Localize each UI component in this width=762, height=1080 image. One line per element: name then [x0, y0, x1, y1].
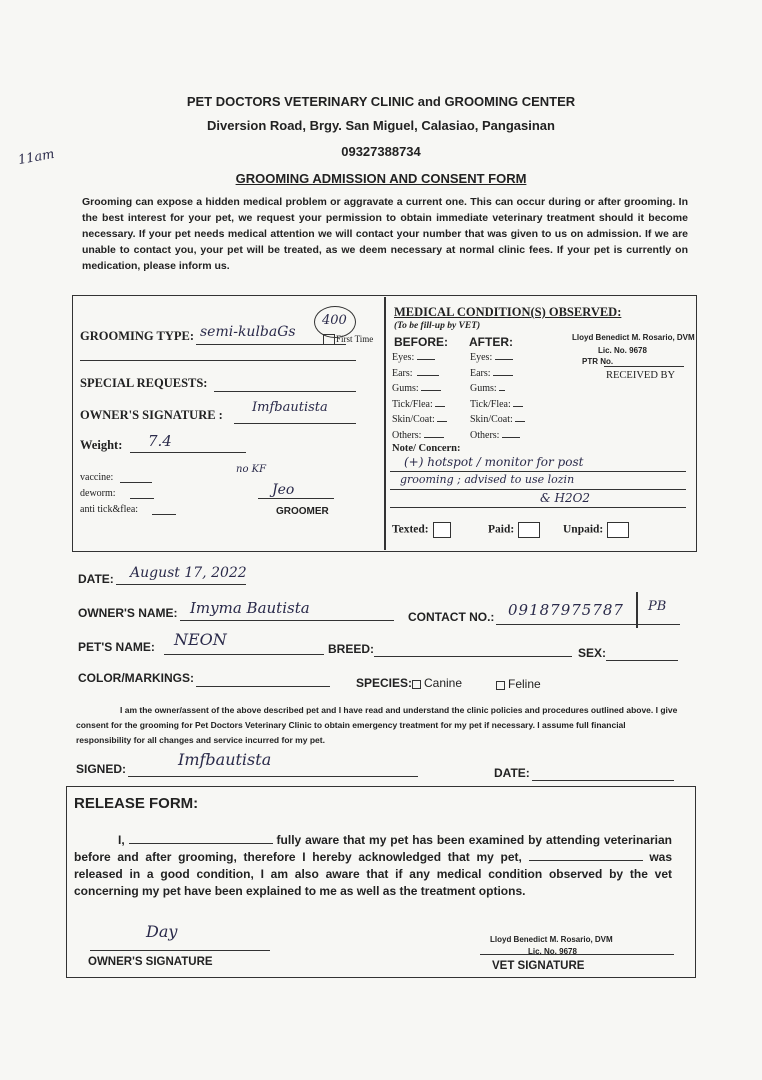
anti-tick-label: anti tick&flea: — [80, 504, 139, 515]
texted-group — [392, 522, 451, 538]
signed-label: SIGNED: — [76, 762, 127, 776]
pet-name-label: PET'S NAME: — [78, 640, 155, 654]
feline-checkbox[interactable] — [496, 681, 505, 690]
contact-label: CONTACT NO.: — [408, 610, 495, 624]
release-owner-sig-label: OWNER'S SIGNATURE — [88, 956, 213, 968]
before-item: Eyes: — [392, 352, 415, 363]
before-item: Gums: — [392, 383, 419, 394]
medical-title: MEDICAL CONDITION(S) OBSERVED: — [394, 305, 622, 319]
release-owner-sig-value[interactable]: Day — [146, 922, 178, 941]
before-eyes-field[interactable] — [417, 359, 435, 360]
breed-label: BREED: — [328, 642, 375, 656]
anti-tick-field[interactable] — [152, 514, 176, 515]
first-time-label: First Time — [336, 334, 374, 344]
after-ears-field[interactable] — [493, 375, 513, 376]
release-text1: fully aware that my pet has been examined by attending veterinarian before and after grooming, therefore I hereby acknowledged that my pet, — [74, 833, 672, 864]
owner-name-label: OWNER'S NAME: — [78, 606, 178, 620]
before-tick-field[interactable] — [435, 406, 445, 407]
sex-label: SEX: — [578, 646, 607, 660]
release-text — [74, 832, 672, 900]
release-vet-sig-line — [480, 954, 674, 955]
form-title: GROOMING ADMISSION AND CONSENT FORM — [235, 171, 527, 186]
note-line-1 — [390, 471, 686, 472]
after-item: Ears: — [470, 367, 491, 379]
note-text-3[interactable]: & H2O2 — [540, 491, 591, 505]
after-item: Eyes: — [470, 352, 493, 363]
owner-signature-label: OWNER'S SIGNATURE : — [80, 408, 223, 422]
after-tick-field[interactable] — [513, 406, 523, 407]
weight-label: Weight: — [80, 438, 123, 452]
initials: PB — [648, 599, 667, 614]
margin-note: 11am — [16, 146, 56, 169]
groomer-label: GROOMER — [276, 506, 329, 517]
after-label: AFTER: — [469, 335, 513, 349]
paid-group — [488, 522, 540, 538]
release-vet-stamp-license: Lic. No. 9678 — [528, 947, 577, 956]
owner-signature-line — [234, 423, 356, 424]
consent-paragraph: I am the owner/assent of the above described pet and I have read and understand the clinic policies and procedures outlined above. I give consent for the grooming for Pet Doctors Veterinary Clinic to obtain emergency treatment for my pet if necessary. I assume full financial responsibility for all changes and service incurred for my pet. — [76, 705, 678, 745]
texted-checkbox[interactable] — [433, 522, 451, 538]
after-item: Skin/Coat: — [470, 414, 513, 425]
after-others-field[interactable] — [502, 437, 520, 438]
box-divider — [384, 297, 386, 550]
canine-label: Canine — [424, 676, 463, 690]
unpaid-checkbox[interactable] — [607, 522, 629, 538]
deworm-field[interactable] — [130, 498, 154, 499]
date-value[interactable]: August 17, 2022 — [130, 565, 247, 581]
release-title: RELEASE FORM: — [74, 795, 199, 812]
color-field[interactable] — [196, 686, 330, 687]
before-item: Ears: — [392, 367, 413, 379]
after-eyes-field[interactable] — [495, 359, 513, 360]
intro-paragraph: Grooming can expose a hidden medical problem or aggravate a current one. This can occur during or after grooming. In the best interest for your pet, we request your permission to obtain immediate veterinary treatment should it become necessary. If your pet needs medical attention we will contact your number that was given to us on admission. If we are unable to contact you, your pet will be treated, as we deem necessary at normal clinic fees. If your pet is currently on medication, please inform us. — [82, 196, 688, 272]
species-label: SPECIES: — [356, 676, 413, 690]
note-text-1[interactable]: (+) hotspot / monitor for post — [404, 455, 584, 469]
release-owner-field[interactable] — [129, 843, 273, 844]
special-requests-label: SPECIAL REQUESTS: — [80, 376, 208, 390]
weight-value[interactable]: 7.4 — [148, 432, 172, 450]
before-skin-field[interactable] — [437, 421, 447, 422]
vet-stamp-ptr: PTR No. — [582, 357, 614, 366]
signed-value[interactable]: Imfbautista — [178, 750, 272, 769]
groomer-line — [258, 498, 334, 499]
received-line — [604, 366, 684, 367]
vaccine-field[interactable] — [120, 482, 152, 483]
price-value: 400 — [322, 313, 347, 328]
canine-checkbox[interactable] — [412, 680, 421, 689]
after-gums-field[interactable] — [499, 390, 505, 391]
received-by-label: RECEIVED BY — [606, 370, 676, 381]
contact-line — [496, 624, 680, 625]
release-owner-sig-line — [90, 950, 270, 951]
after-item: Others: — [470, 429, 500, 441]
before-item: Others: — [392, 429, 422, 441]
date-line — [116, 584, 246, 585]
groomer-value[interactable]: Jeo — [272, 482, 295, 498]
before-others-field[interactable] — [424, 437, 444, 438]
clinic-name: PET DOCTORS VETERINARY CLINIC and GROOMING CENTER — [186, 94, 576, 109]
breed-field[interactable] — [374, 656, 572, 657]
clinic-address: Diversion Road, Brgy. San Miguel, Calasiao, Pangasinan — [207, 118, 555, 133]
before-ears-field[interactable] — [417, 375, 439, 376]
owner-signature-value[interactable]: Imfbautista — [252, 400, 328, 415]
note-line-3 — [390, 507, 686, 508]
before-item: Tick/Flea: — [392, 398, 433, 410]
owner-name-value[interactable]: Imyma Bautista — [190, 599, 310, 617]
pet-name-line — [164, 654, 324, 655]
deworm-label: deworm: — [80, 488, 116, 499]
feline-label: Feline — [508, 677, 541, 691]
grooming-type-label: GROOMING TYPE: — [80, 329, 195, 343]
date2-label: DATE: — [494, 766, 530, 780]
after-item: Tick/Flea: — [470, 398, 511, 410]
signed-line — [128, 776, 418, 777]
contact-value[interactable]: 09187975787 — [508, 601, 624, 619]
sex-field[interactable] — [606, 660, 678, 661]
grooming-extra-line — [80, 360, 356, 361]
paid-label: Paid: — [488, 523, 515, 536]
before-label: BEFORE: — [394, 335, 448, 349]
date-label: DATE: — [78, 572, 114, 586]
vet-stamp-name: Lloyd Benedict M. Rosario, DVM — [572, 333, 695, 342]
after-skin-field[interactable] — [515, 421, 525, 422]
owner-name-line — [180, 620, 394, 621]
release-pet-field[interactable] — [529, 860, 643, 861]
grooming-type-value[interactable]: semi-kulbaGs — [200, 324, 296, 340]
release-vet-sig-label: VET SIGNATURE — [492, 960, 585, 972]
release-i: I, — [118, 833, 125, 847]
pet-name-value[interactable]: NEON — [174, 630, 227, 649]
texted-label: Texted: — [392, 523, 429, 536]
vaccine-label: vaccine: — [80, 472, 114, 483]
unpaid-group — [563, 522, 629, 538]
before-list — [392, 350, 447, 443]
after-item: Gums: — [470, 383, 497, 394]
weight-line — [130, 452, 246, 453]
unpaid-label: Unpaid: — [563, 523, 604, 536]
release-text2: was released in a good condition, I am also aware that if any medical condition observed by the vet concerning my pet have been explained to me as well as the treatment options. — [74, 850, 672, 898]
date2-field[interactable] — [532, 780, 674, 781]
kf-note: no KF — [236, 464, 267, 475]
paid-checkbox[interactable] — [518, 522, 540, 538]
medical-subtitle: (To be fill-up by VET) — [394, 321, 481, 331]
before-gums-field[interactable] — [421, 390, 441, 391]
note-line-2 — [390, 489, 686, 490]
note-text-2[interactable]: grooming ; advised to use lozin — [400, 473, 575, 486]
grooming-type-line — [196, 344, 346, 345]
contact-divider — [636, 592, 638, 628]
special-requests-field[interactable] — [214, 391, 356, 392]
after-list — [470, 350, 525, 443]
before-item: Skin/Coat: — [392, 414, 435, 425]
vet-stamp-license: Lic. No. 9678 — [598, 346, 647, 355]
note-label: Note/ Concern: — [392, 443, 461, 454]
color-label: COLOR/MARKINGS: — [78, 671, 194, 685]
clinic-phone: 09327388734 — [341, 144, 421, 159]
release-vet-stamp-name: Lloyd Benedict M. Rosario, DVM — [490, 935, 613, 944]
